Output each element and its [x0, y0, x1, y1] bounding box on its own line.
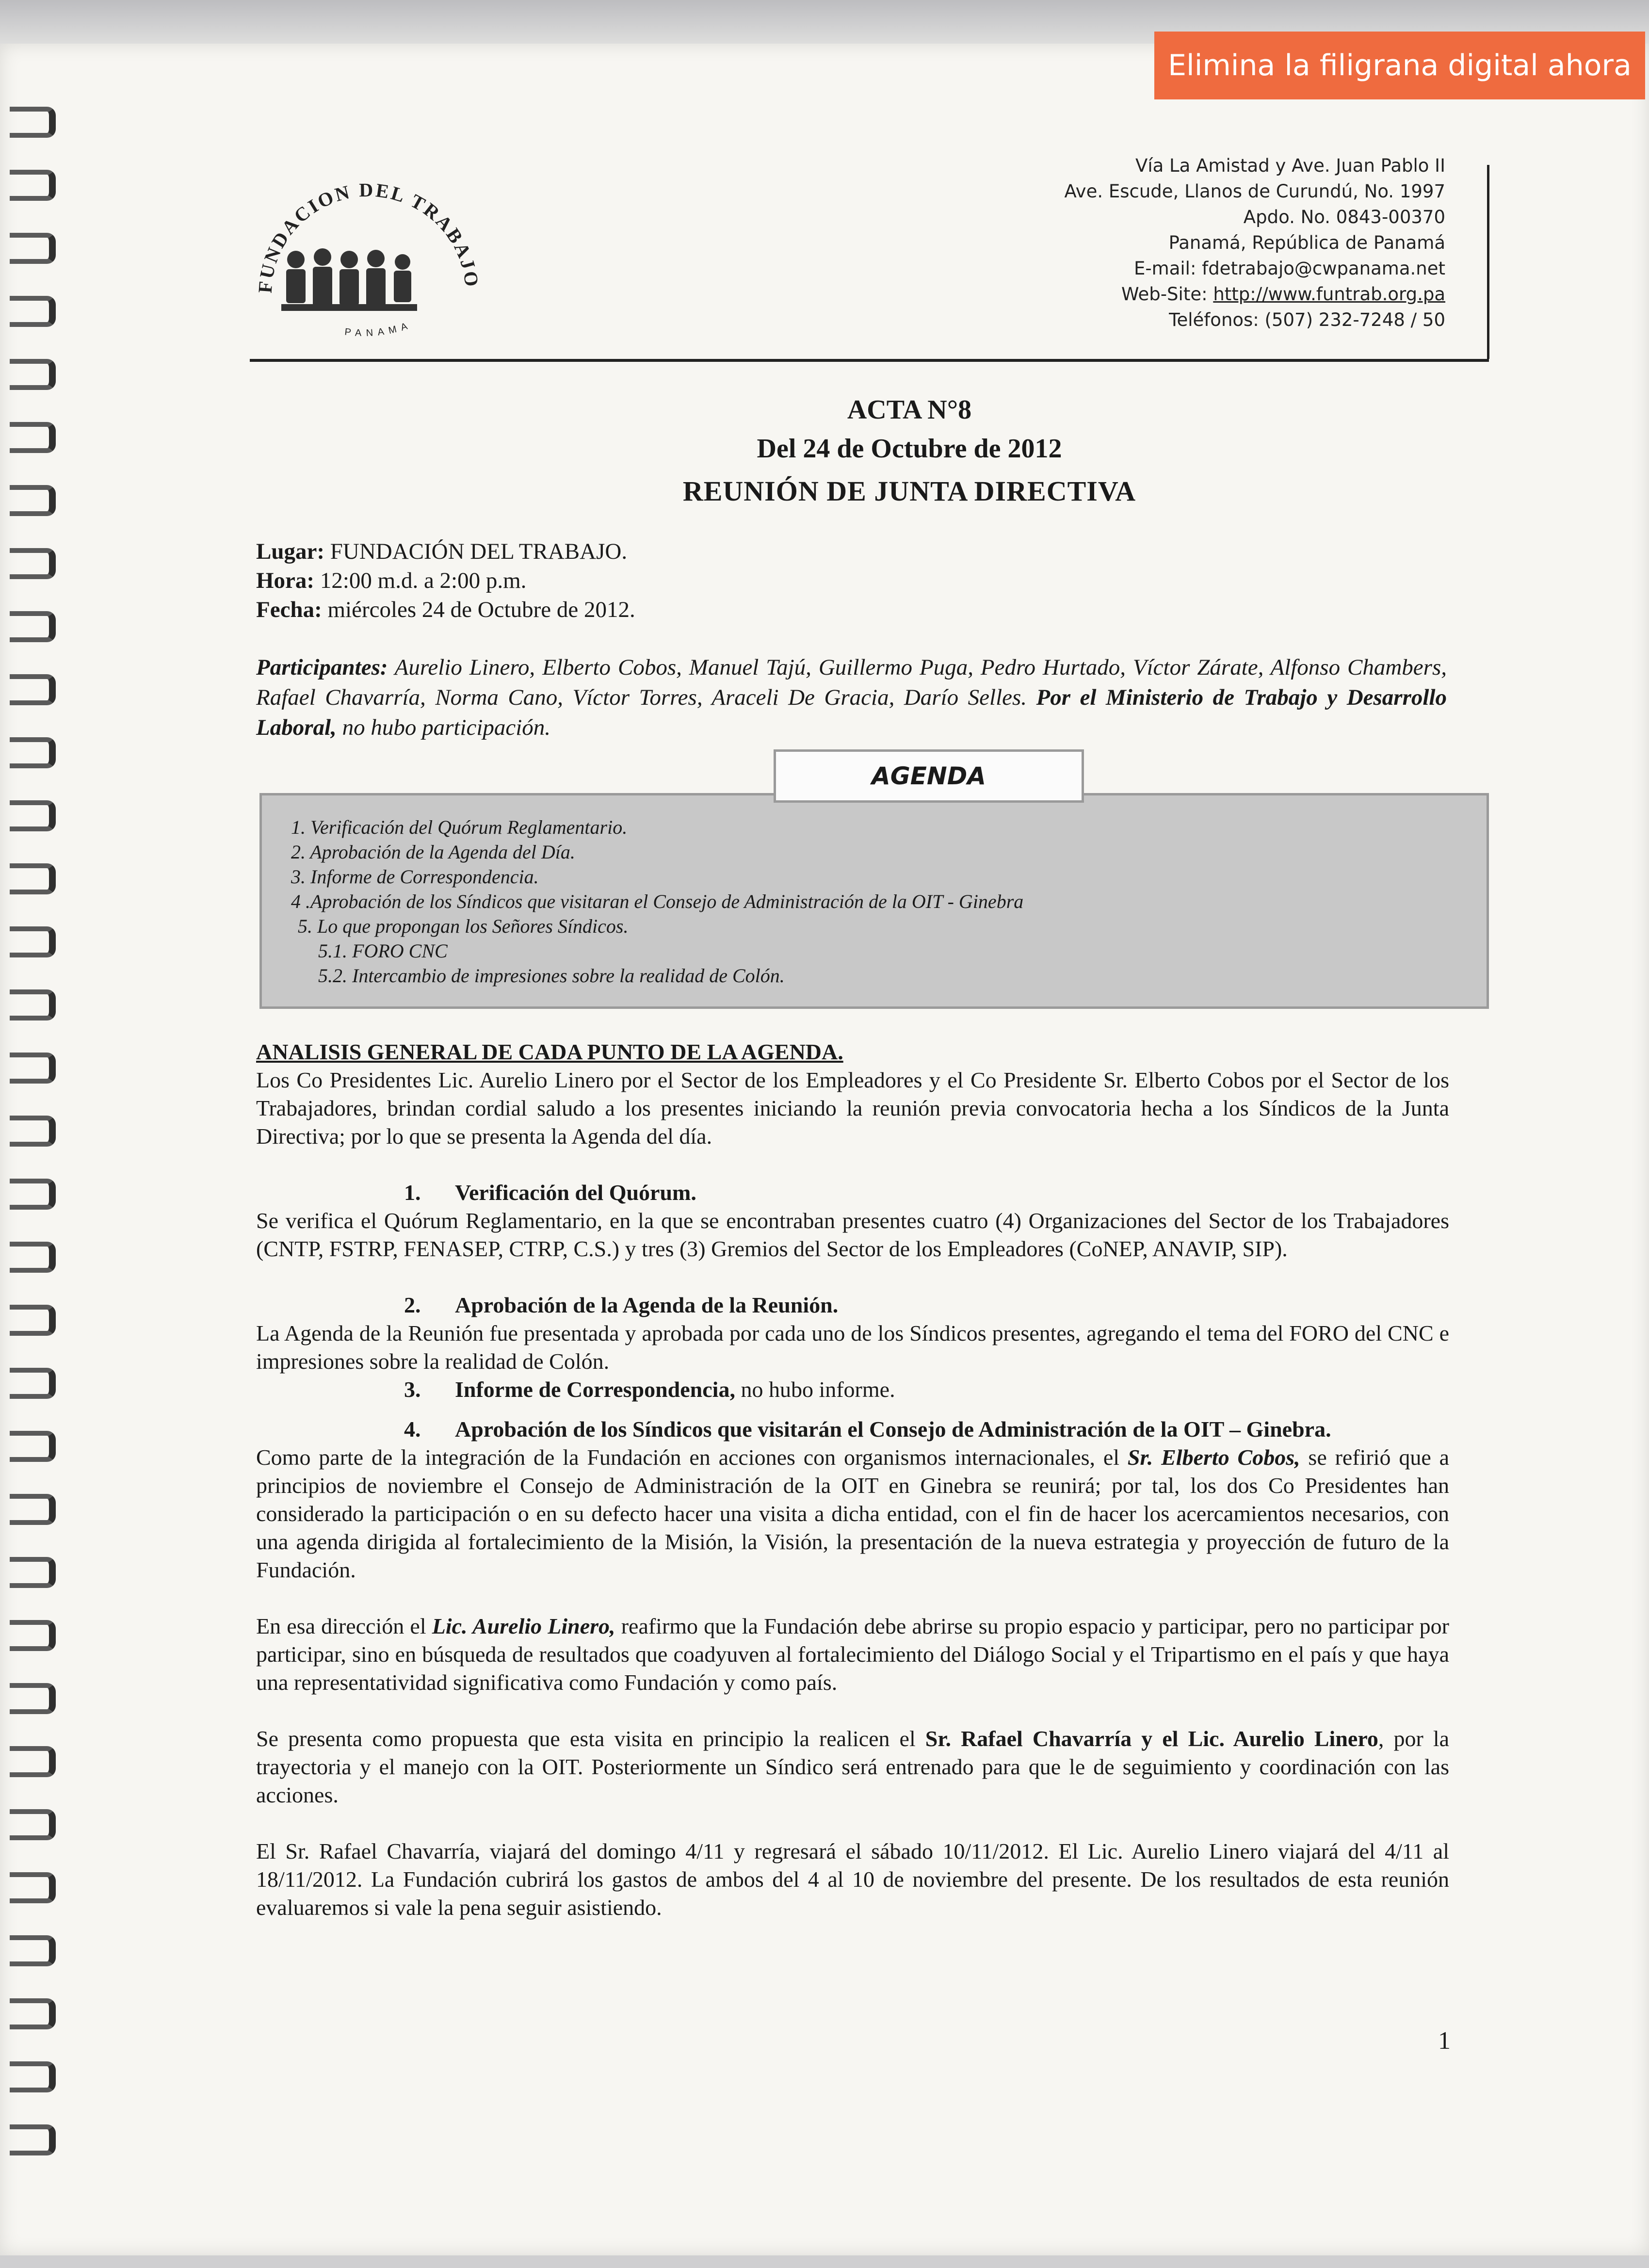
- agenda-item: 2. Aprobación de la Agenda del Día.: [291, 841, 575, 863]
- website-line: [1065, 281, 1445, 307]
- time-label: Hora:: [256, 568, 315, 593]
- analysis-intro: Los Co Presidentes Lic. Aurelio Linero por el Sector de los Empleadores y el Co Presidente Sr. Elberto Cobos por el Sector de los Trabajadores, brindan cordial saludo a los presentes iniciando la reunión previa convocatoria hecha a los Síndicos de la Junta Directiva; por lo que se presenta la Agenda del día.: [256, 1068, 1449, 1149]
- place-label: Lugar:: [256, 539, 324, 564]
- date-label: Fecha:: [256, 597, 322, 622]
- title-acta: ACTA N°8: [847, 395, 972, 425]
- agenda-item: 3. Informe de Correspondencia.: [291, 866, 539, 888]
- meeting-info: [256, 537, 635, 624]
- section-2-heading: [256, 1291, 1449, 1319]
- logo-text-bottom: PANAMA: [344, 319, 414, 339]
- date-value: miércoles 24 de Octubre de 2012.: [322, 597, 635, 622]
- website-label: Web-Site:: [1121, 284, 1213, 305]
- header-horizontal-rule: [250, 359, 1489, 362]
- title-date: Del 24 de Octubre de 2012: [757, 434, 1062, 464]
- address-line: Apdo. No. 0843-00370: [1243, 207, 1445, 227]
- participants-label: Participantes:: [256, 655, 388, 680]
- page-number: 1: [1438, 2027, 1451, 2055]
- text-run: Se presenta como propuesta que esta visita en principio la realicen el: [256, 1726, 925, 1751]
- agenda-item: 4 .Aprobación de los Síndicos que visitaran el Consejo de Administración de la OIT - Ginebra: [291, 891, 1024, 912]
- place-row: [256, 537, 635, 566]
- address-block: [1065, 153, 1445, 333]
- section-1-heading: [256, 1179, 1449, 1207]
- text-run: , por la trayectoria y el manejo con la OIT. Posteriormente un Síndico será entrenado para que le de seguimiento y coordinación con las acciones.: [256, 1726, 1450, 1807]
- time-value: 12:00 m.d. a 2:00 p.m.: [314, 568, 527, 593]
- person-name: Lic. Aurelio Linero,: [432, 1614, 615, 1638]
- address-line: Panamá, República de Panamá: [1168, 232, 1445, 253]
- header-vertical-rule: [1487, 165, 1489, 359]
- section-3-heading: [256, 1376, 1449, 1404]
- agenda-item: 1. Verificación del Quórum Reglamentario.: [291, 816, 628, 838]
- section-title: Aprobación de los Síndicos que visitarán el Consejo de Administración de la OIT – Ginebra.: [455, 1417, 1331, 1442]
- agenda-subitem: 5.2. Intercambio de impresiones sobre la realidad de Colón.: [318, 965, 785, 987]
- section-2-text: La Agenda de la Reunión fue presentada y aprobada por cada uno de los Síndicos presentes, agregando el tema del FORO del CNC e impresiones sobre la realidad de Colón.: [256, 1321, 1449, 1374]
- agenda-item: 5. Lo que propongan los Señores Síndicos.: [298, 915, 629, 937]
- paragraph-travel: El Sr. Rafael Chavarría, viajará del domingo 4/11 y regresará el sábado 10/11/2012. El Lic. Aurelio Linero viajará del 4/11 al 18/11/2012. La Fundación cubrirá los gastos de ambos del 4 al 10 de noviembre del presente. De los resultados de esta reunión evaluaremos si vale la pena seguir asistiendo.: [256, 1839, 1449, 1920]
- section-number: 3.: [404, 1377, 421, 1402]
- section-title: Informe de Correspondencia,: [455, 1377, 735, 1402]
- text-run: En esa dirección el: [256, 1614, 432, 1638]
- participants-paragraph: [256, 652, 1447, 743]
- section-3-note: no hubo informe.: [735, 1377, 895, 1402]
- section-number: 1.: [404, 1180, 421, 1205]
- analysis-heading: ANALISIS GENERAL DE CADA PUNTO DE LA AGENDA.: [256, 1039, 843, 1064]
- section-number: 4.: [404, 1417, 421, 1442]
- fundacion-logo: [252, 172, 495, 347]
- paragraph-proposal: [256, 1725, 1449, 1809]
- address-line: E-mail: fdetrabajo@cwpanama.net: [1133, 258, 1445, 279]
- section-4-text: [256, 1443, 1449, 1584]
- agenda-subitem: 5.1. FORO CNC: [318, 940, 448, 962]
- agenda-list: [291, 815, 1431, 988]
- paragraph-linero: [256, 1612, 1449, 1697]
- ministry-note: no hubo participación.: [336, 715, 551, 740]
- section-4-heading: [256, 1415, 1449, 1443]
- text-run: Como parte de la integración de la Fundación en acciones con organismos internacionales, el: [256, 1445, 1128, 1470]
- website-link[interactable]: http://www.funtrab.org.pa: [1213, 284, 1445, 305]
- text-run: se refirió que a principios de noviembre el Consejo de Administración de la OIT en Ginebra se reunirá; por tal, los dos Co Presidentes han considerado la participación o en su defecto hacer una visita a dicha entidad, con el fin de hacer los acercamientos necesarios, con una agenda dirigida al fortalecimiento de la Misión, la Visión, la presentación de la nueva estrategia y proyección de futuro de la Fundación.: [256, 1445, 1449, 1582]
- agenda-title: AGENDA: [774, 749, 1084, 803]
- logo-text-top: FUNDACION DEL TRABAJO: [254, 178, 484, 294]
- section-title: Aprobación de la Agenda de la Reunión.: [455, 1293, 839, 1317]
- section-number: 2.: [404, 1293, 421, 1317]
- analysis-body: [256, 1038, 1449, 1922]
- svg-text:PANAMA: [344, 320, 413, 339]
- section-title: Verificación del Quórum.: [455, 1180, 696, 1205]
- document-title: [0, 390, 1649, 515]
- phone-line: Teléfonos: (507) 232-7248 / 50: [1169, 309, 1445, 330]
- date-row: [256, 595, 635, 624]
- spiral-binding: [0, 44, 73, 2255]
- address-line: Ave. Escude, Llanos de Curundú, No. 1997: [1064, 181, 1445, 202]
- participants-names: Aurelio Linero, Elberto Cobos, Manuel Tajú, Guillermo Puga, Pedro Hurtado, Víctor Zárate, Alfonso Chambers, Rafael Chavarría, Norma Cano, Víctor Torres, Araceli De Gracia, Darío Selles.: [256, 655, 1447, 710]
- section-1-text: Se verifica el Quórum Reglamentario, en la que se encontraban presentes cuatro (4) Organizaciones del Sector de los Trabajadores (CNTP, FSTRP, FENASEP, CTRP, C.S.) y tres (3) Gremios del Sector de los Empleadores (CoNEP, ANAVIP, SIP).: [256, 1208, 1449, 1261]
- ministry-label: Por el Ministerio de Trabajo y Desarrollo Laboral,: [256, 685, 1447, 740]
- remove-watermark-button[interactable]: Elimina la filigrana digital ahora: [1154, 32, 1645, 99]
- address-line: Vía La Amistad y Ave. Juan Pablo II: [1135, 155, 1445, 176]
- text-run: reafirmo que la Fundación debe abrirse su propio espacio y participar, pero no participar por participar, sino en búsqueda de resultados que coadyuven al fortalecimiento del Diálogo Social y el Tripartismo en el país y que haya una representatividad significativa como Fundación y como país.: [256, 1614, 1449, 1695]
- place-value: FUNDACIÓN DEL TRABAJO.: [324, 539, 628, 564]
- time-row: [256, 566, 635, 595]
- person-names: Sr. Rafael Chavarría y el Lic. Aurelio Linero: [925, 1726, 1378, 1751]
- title-meeting: REUNIÓN DE JUNTA DIRECTIVA: [682, 475, 1136, 507]
- person-name: Sr. Elberto Cobos,: [1127, 1445, 1300, 1470]
